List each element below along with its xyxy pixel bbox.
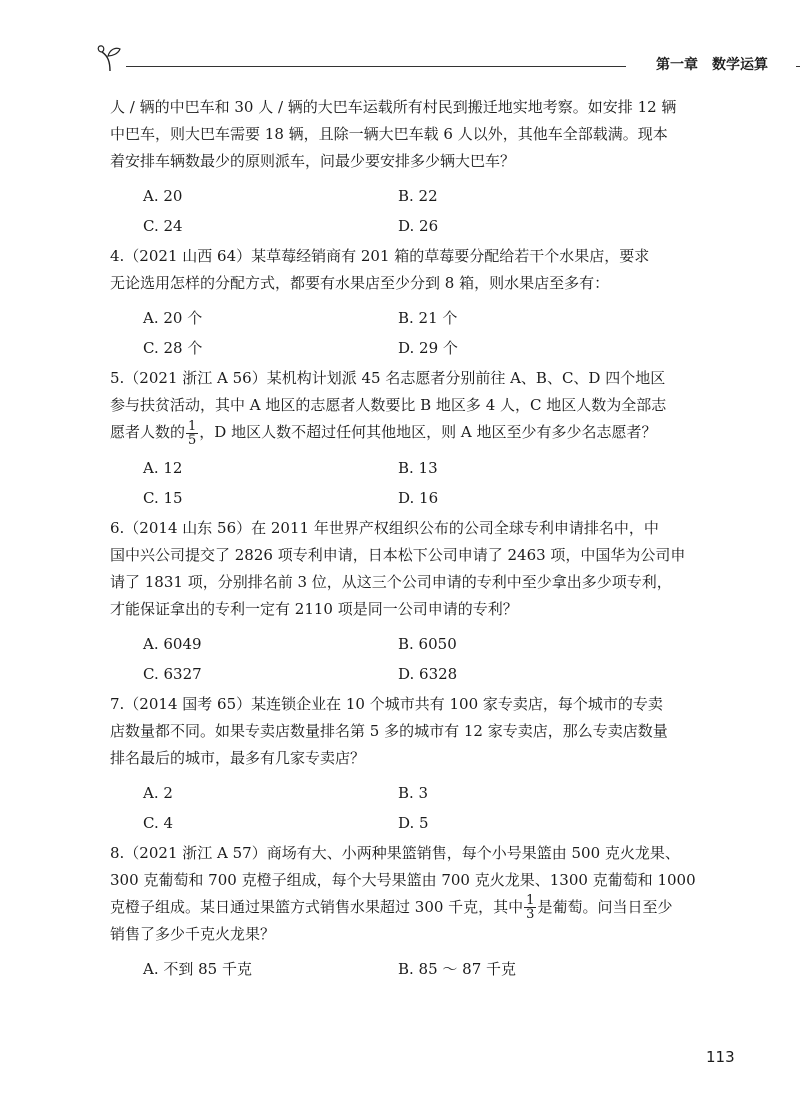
fraction-denominator: 3 bbox=[526, 907, 535, 922]
option-b: B. 22 bbox=[398, 187, 438, 205]
option-b: B. 13 bbox=[398, 458, 438, 477]
option-a: A. 12 bbox=[143, 458, 183, 477]
option-d: D. 16 bbox=[398, 488, 439, 507]
option-c: C. 6327 bbox=[143, 664, 202, 683]
question-7 bbox=[110, 691, 710, 838]
option-d: D. 29 个 bbox=[398, 339, 458, 357]
option-c: C. 28 个 bbox=[143, 339, 203, 357]
question-6 bbox=[110, 515, 710, 689]
header-rule-right bbox=[796, 66, 800, 67]
fraction bbox=[186, 420, 198, 447]
question-text: 300 克葡萄和 700 克橙子组成，每个大号果篮由 700 克火龙果、1300 克葡萄和 1000 bbox=[110, 870, 696, 889]
question-text: 着安排车辆数最少的原则派车，问最少要安排多少辆大巴车？ bbox=[110, 152, 516, 170]
answer-options bbox=[110, 778, 710, 838]
page-header bbox=[96, 44, 786, 74]
answer-options bbox=[110, 303, 710, 363]
question-text: 请了 1831 项，分别排名前 3 位，从这三个公司申请的专利中至少拿出多少项专利， bbox=[110, 572, 672, 591]
text-segment: 克橙子组成。某日通过果篮方式销售水果超过 300 千克，其中 bbox=[110, 897, 524, 916]
option-c: C. 15 bbox=[143, 488, 183, 507]
option-d: D. 26 bbox=[398, 217, 439, 235]
fraction-numerator: 1 bbox=[526, 893, 535, 908]
chapter-title: 第一章 数学运算 bbox=[656, 57, 768, 73]
option-a: A. 不到 85 千克 bbox=[143, 960, 252, 978]
option-b: B. 3 bbox=[398, 783, 429, 802]
option-a: A. 20 bbox=[143, 187, 183, 205]
question-text: 4.（2021 山西 64）某草莓经销商有 201 箱的草莓要分配给若干个水果店，要求 bbox=[110, 247, 650, 265]
answer-options bbox=[110, 954, 710, 984]
question-text: 人 / 辆的中巴车和 30 人 / 辆的大巴车运载所有村民到搬迁地实地考察。如安排 12 辆 bbox=[110, 98, 677, 116]
question-text: 排名最后的城市，最多有几家专卖店？ bbox=[110, 748, 366, 767]
option-a: A. 20 个 bbox=[143, 309, 203, 327]
header-rule-left bbox=[126, 66, 626, 67]
question-text: 销售了多少千克火龙果？ bbox=[110, 925, 276, 943]
option-d: D. 5 bbox=[398, 813, 429, 832]
answer-options bbox=[110, 453, 710, 513]
question-text: 7.（2014 国考 65）某连锁企业在 10 个城市共有 100 家专卖店，每个城市的专卖 bbox=[110, 694, 663, 713]
answer-options bbox=[110, 181, 710, 241]
text-segment: 愿者人数的 bbox=[110, 423, 186, 441]
option-a: A. 2 bbox=[143, 783, 173, 802]
question-text: 才能保证拿出的专利一定有 2110 项是同一公司申请的专利？ bbox=[110, 599, 518, 618]
option-c: C. 4 bbox=[143, 813, 174, 832]
option-d: D. 6328 bbox=[398, 664, 458, 683]
question-text: 参与扶贫活动，其中 A 地区的志愿者人数要比 B 地区多 4 人，C 地区人数为全部志 bbox=[110, 396, 667, 414]
question-text: 8.（2021 浙江 A 57）商场有大、小两种果篮销售，每个小号果篮由 500 克火龙果、 bbox=[110, 843, 680, 862]
question-8 bbox=[110, 840, 710, 985]
fraction-denominator: 5 bbox=[188, 432, 197, 448]
sprout-icon bbox=[96, 44, 128, 72]
question-text: 5.（2021 浙江 A 56）某机构计划派 45 名志愿者分别前往 A、B、C、D 四个地区 bbox=[110, 369, 666, 387]
page-number: 113 bbox=[706, 1048, 735, 1066]
option-a: A. 6049 bbox=[143, 634, 202, 653]
question-text: 国中兴公司提交了 2826 项专利申请，日本松下公司申请了 2463 项，中国华为公司申 bbox=[110, 545, 686, 564]
question-text: 店数量都不同。如果专卖店数量排名第 5 多的城市有 12 家专卖店，那么专卖店数量 bbox=[110, 721, 668, 740]
text-segment: ，D 地区人数不超过任何其他地区，则 A 地区至少有多少名志愿者？ bbox=[199, 423, 657, 441]
option-b: B. 85 ～ 87 千克 bbox=[398, 960, 517, 978]
option-b: B. 21 个 bbox=[398, 309, 458, 327]
question-3-continued bbox=[110, 94, 710, 241]
page-content bbox=[110, 94, 710, 986]
question-text-with-fraction bbox=[110, 894, 710, 922]
option-b: B. 6050 bbox=[398, 634, 457, 653]
text-segment: 是葡萄。问当日至少 bbox=[537, 897, 673, 916]
question-5 bbox=[110, 365, 710, 513]
answer-options bbox=[110, 629, 710, 689]
question-text-with-fraction bbox=[110, 419, 710, 447]
question-text: 无论选用怎样的分配方式，都要有水果店至少分到 8 箱，则水果店至多有： bbox=[110, 274, 610, 292]
option-c: C. 24 bbox=[143, 217, 183, 235]
question-4 bbox=[110, 243, 710, 363]
fraction bbox=[524, 894, 536, 921]
question-text: 6.（2014 山东 56）在 2011 年世界产权组织公布的公司全球专利申请排名中，中 bbox=[110, 518, 659, 537]
fraction-numerator: 1 bbox=[188, 418, 197, 434]
question-text: 中巴车，则大巴车需要 18 辆，且除一辆大巴车载 6 人以外，其他车全部载满。现本 bbox=[110, 125, 668, 143]
